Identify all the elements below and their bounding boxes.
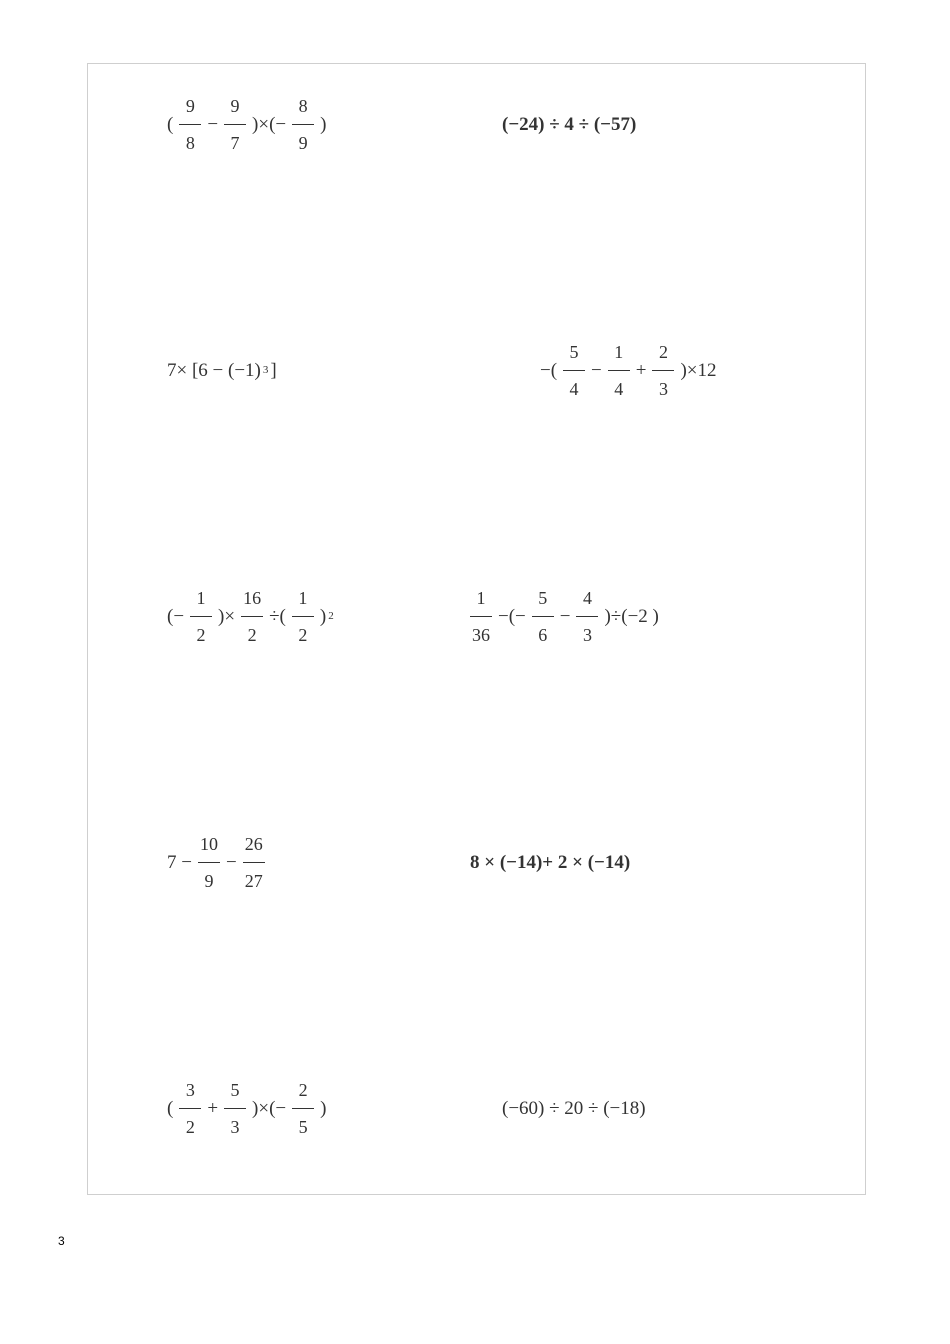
fraction bbox=[292, 589, 314, 644]
fraction-numerator: 9 bbox=[230, 95, 240, 116]
fraction bbox=[224, 1081, 246, 1136]
fraction-numerator: 2 bbox=[298, 1079, 308, 1100]
expression-2-right bbox=[538, 330, 719, 410]
expression-text: ] bbox=[270, 359, 277, 381]
expression-text: 7 − bbox=[167, 851, 192, 873]
fraction-numerator: 5 bbox=[230, 1079, 240, 1100]
expression-text: −( bbox=[540, 359, 558, 381]
fraction-bar bbox=[608, 370, 630, 371]
fraction-denominator: 2 bbox=[298, 624, 308, 645]
exponent: 3 bbox=[262, 363, 269, 376]
fraction-denominator: 4 bbox=[614, 378, 624, 399]
fraction-denominator: 6 bbox=[538, 624, 548, 645]
fraction-bar bbox=[179, 1108, 201, 1109]
fraction bbox=[576, 589, 598, 644]
fraction-denominator: 3 bbox=[230, 1116, 240, 1137]
fraction-bar bbox=[198, 862, 220, 863]
fraction-denominator: 5 bbox=[298, 1116, 308, 1137]
fraction-bar bbox=[243, 862, 265, 863]
expression-text: − bbox=[559, 605, 571, 627]
fraction-bar bbox=[563, 370, 585, 371]
fraction-numerator: 4 bbox=[582, 587, 592, 608]
fraction-numerator: 5 bbox=[538, 587, 548, 608]
fraction-numerator: 1 bbox=[476, 587, 486, 608]
fraction-numerator: 2 bbox=[658, 341, 668, 362]
exponent: 2 bbox=[328, 609, 334, 622]
expression-text: − bbox=[225, 851, 237, 873]
fraction-numerator: 16 bbox=[243, 587, 262, 608]
fraction-numerator: 5 bbox=[569, 341, 579, 362]
fraction-denominator: 9 bbox=[204, 870, 214, 891]
expression-text: (−60) ÷ 20 ÷ (−18) bbox=[502, 1097, 646, 1119]
fraction-bar bbox=[292, 616, 314, 617]
fraction-denominator: 8 bbox=[185, 132, 195, 153]
fraction bbox=[532, 589, 554, 644]
expression-text: ) bbox=[320, 113, 327, 135]
fraction-numerator: 26 bbox=[244, 833, 263, 854]
expression-text: −(− bbox=[498, 605, 526, 627]
expression-text: 8 × (−14)+ 2 × (−14) bbox=[470, 851, 631, 873]
expression-3-left bbox=[165, 576, 334, 656]
fraction bbox=[292, 1081, 314, 1136]
fraction-denominator: 4 bbox=[569, 378, 579, 399]
expression-text: ( bbox=[167, 113, 174, 135]
expression-text: (−24) ÷ 4 ÷ (−57) bbox=[502, 113, 637, 135]
expression-text: )× bbox=[218, 605, 236, 627]
fraction-denominator: 3 bbox=[582, 624, 592, 645]
fraction-numerator: 1 bbox=[298, 587, 308, 608]
fraction-numerator: 10 bbox=[199, 833, 218, 854]
fraction-bar bbox=[576, 616, 598, 617]
expression-text: − bbox=[207, 113, 219, 135]
expression-text: )×(− bbox=[252, 113, 287, 135]
expression-text: + bbox=[635, 359, 647, 381]
expression-text: (− bbox=[167, 605, 185, 627]
fraction-bar bbox=[470, 616, 492, 617]
fraction-bar bbox=[224, 124, 246, 125]
expression-1-right bbox=[500, 84, 638, 164]
fraction-denominator: 36 bbox=[472, 624, 490, 645]
fraction bbox=[243, 835, 265, 890]
expression-text: + bbox=[207, 1097, 219, 1119]
fraction-bar bbox=[241, 616, 263, 617]
fraction bbox=[179, 97, 201, 152]
fraction-denominator: 2 bbox=[185, 1116, 195, 1137]
fraction bbox=[563, 343, 585, 398]
fraction-bar bbox=[190, 616, 212, 617]
expression-5-right bbox=[500, 1068, 648, 1148]
fraction-denominator: 9 bbox=[298, 132, 308, 153]
expression-text: ÷( bbox=[269, 605, 286, 627]
expression-text: )×12 bbox=[680, 359, 717, 381]
fraction-denominator: 27 bbox=[244, 870, 263, 891]
fraction bbox=[190, 589, 212, 644]
fraction-numerator: 3 bbox=[185, 1079, 195, 1100]
fraction-bar bbox=[179, 124, 201, 125]
expression-text: − bbox=[591, 359, 602, 381]
fraction-bar bbox=[224, 1108, 246, 1109]
fraction-numerator: 8 bbox=[298, 95, 308, 116]
fraction bbox=[292, 97, 314, 152]
fraction-bar bbox=[292, 1108, 314, 1109]
fraction-denominator: 2 bbox=[247, 624, 257, 645]
expression-text: )×(− bbox=[252, 1097, 287, 1119]
fraction-numerator: 1 bbox=[196, 587, 206, 608]
expression-3-right bbox=[466, 576, 661, 656]
fraction-bar bbox=[652, 370, 674, 371]
fraction-denominator: 3 bbox=[658, 378, 668, 399]
fraction bbox=[652, 343, 674, 398]
fraction-bar bbox=[532, 616, 554, 617]
page-number: 3 bbox=[58, 1234, 65, 1248]
expression-text: ( bbox=[167, 1097, 174, 1119]
fraction-numerator: 1 bbox=[614, 341, 624, 362]
fraction-denominator: 7 bbox=[230, 132, 240, 153]
expression-5-left bbox=[165, 1068, 328, 1148]
expression-2-left bbox=[165, 330, 279, 410]
fraction-denominator: 2 bbox=[196, 624, 206, 645]
fraction bbox=[241, 589, 263, 644]
expression-text: ) bbox=[320, 1097, 327, 1119]
fraction bbox=[608, 343, 630, 398]
fraction bbox=[224, 97, 246, 152]
expression-1-left bbox=[165, 84, 328, 164]
expression-4-right bbox=[468, 822, 632, 902]
expression-text: )÷(−2 ) bbox=[604, 605, 659, 627]
fraction-numerator: 9 bbox=[185, 95, 195, 116]
expression-text: ) bbox=[319, 605, 327, 627]
expression-4-left bbox=[165, 822, 269, 902]
fraction-bar bbox=[292, 124, 314, 125]
fraction bbox=[179, 1081, 201, 1136]
fraction bbox=[470, 589, 492, 644]
fraction bbox=[198, 835, 220, 890]
expression-text: 7× [6 − (−1) bbox=[167, 359, 261, 381]
